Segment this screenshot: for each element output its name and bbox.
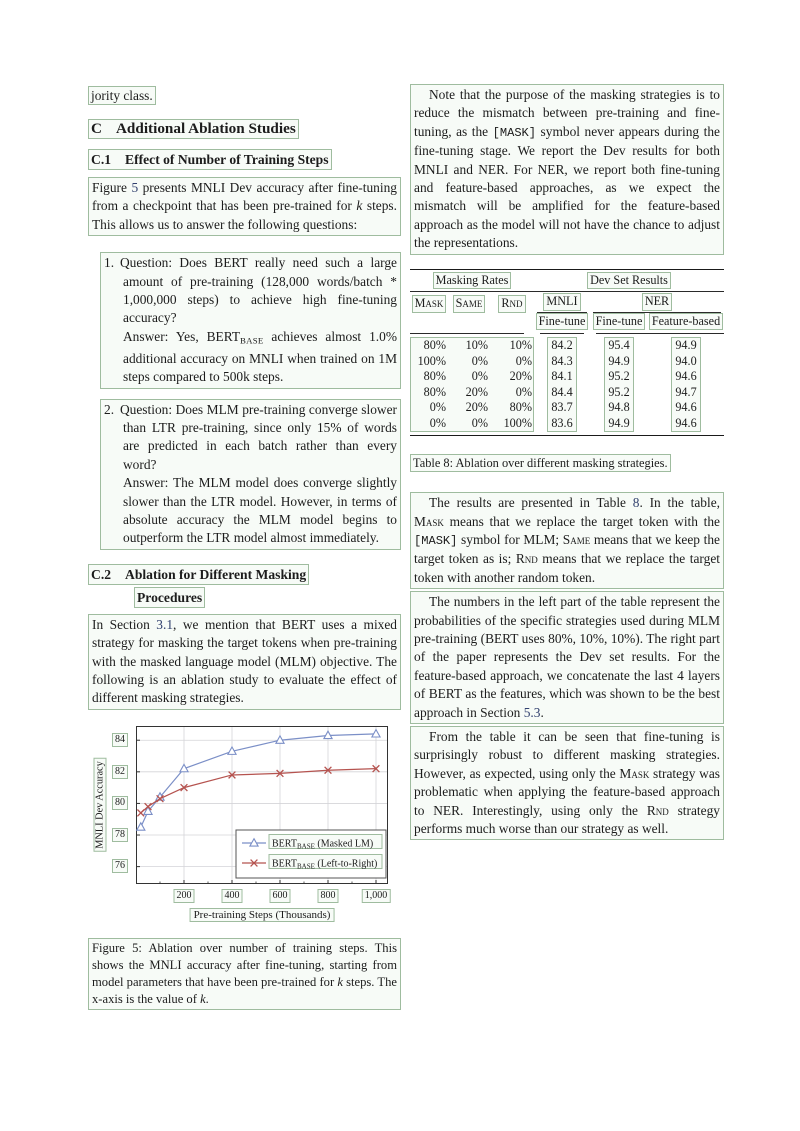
chart-legend-label: $BERT_{BASE}$ (Masked LM) (272, 838, 374, 851)
chart-series-line (141, 734, 376, 827)
list-item-question2 (100, 399, 401, 550)
table8-caption: Table 8: Ablation over different masking strategies. (410, 454, 671, 472)
y-tick-label: 76 (112, 859, 128, 873)
table-cell: 94.8 (608, 400, 630, 415)
list-item-1-text: 1. Question: Does BERT really need such a large amount of pre-training (128,000 words/batch * 1,000,000 steps) to achieve high fine-tuning accuracy? Answer: Yes, BERTBASE achieves almost 1.0% additional accuracy on MNLI when trained on 1M steps compared to 500k steps. (104, 255, 397, 385)
list-item-question1 (100, 252, 401, 388)
section-number: C (91, 120, 102, 137)
subsection-c2-title-line1: Ablation for Different Masking (125, 566, 307, 582)
table-sub-header: Fine-tune (593, 313, 646, 331)
subsection-heading-c1 (88, 149, 401, 170)
table-cell: 0% (515, 353, 532, 368)
table-cell: 84.2 (551, 338, 573, 353)
table-sub-header: Feature-based (649, 313, 723, 331)
table-cell: 0% (515, 384, 532, 399)
x-tick-label: 1,000 (362, 889, 391, 903)
table8-caption-row (410, 454, 724, 472)
subsection-c1-number: C.1 (91, 152, 112, 167)
table-cell: 10% (509, 338, 532, 353)
ref-link[interactable]: 3.1 (156, 616, 174, 632)
ref-link[interactable]: 5.3 (523, 704, 541, 720)
table-results-column (671, 337, 700, 432)
table-cell: 0% (471, 369, 488, 384)
chart-y-axis-label: MNLI Dev Accuracy (94, 758, 107, 852)
table-cell: 20% (465, 384, 488, 399)
table-cell: 94.9 (608, 415, 630, 430)
table-col-header: Mask (412, 295, 447, 313)
paragraph-numbers: The numbers in the left part of the table represent the probabilities of the specific strategies used during MLM pre-training (BERT uses 80%, 10%, 10%). The right part of the paper represents the Dev set results. For the feature-based approach, we concatenate the last 4 layers of BERT as the features, which was shown to be the best approach in Section 5.3. (410, 591, 724, 724)
table-cell: 94.9 (675, 338, 697, 353)
table-cell: 94.0 (675, 353, 697, 368)
list-item-2-marker: 2. (104, 401, 115, 417)
table-cell: 83.6 (551, 415, 573, 430)
chart-x-axis-label: Pre-training Steps (Thousands) (190, 908, 335, 922)
paragraph-c2-intro: In Section 3.1, we mention that BERT uses a mixed strategy for masking the target tokens when pre-training with the masked language model (MLM) objective. The following is an ablation study to evaluate the effect of different masking strategies. (88, 614, 401, 710)
y-tick-label: 84 (112, 733, 128, 747)
paragraph-note: Note that the purpose of the masking strategies is to reduce the mismatch between pre-training and fine-tuning, as the [MASK] symbol never appears during the fine-tuning stage. We report the Dev results for both MNLI and NER. For NER, we report both fine-tuning and feature-based approaches, as we expect the mismatch will be amplified for the feature-based approach as the model will not have the chance to adjust the representations. (410, 84, 724, 255)
table-col-header-mnli: MNLI (543, 293, 580, 311)
left-column (88, 86, 401, 1010)
table-cell: 94.6 (675, 400, 697, 415)
section-title: Additional Ablation Studies (115, 120, 296, 137)
paragraph-results: The results are presented in Table 8. In the table, Mask means that we replace the target token with the [MASK] symbol for MLM; Same means that we keep the target token as is; Rnd means that we replace the target token with another random token. (410, 492, 724, 589)
section-heading-c (88, 119, 401, 139)
table-cell: 84.1 (551, 369, 573, 384)
subsection-c2-line1-box (88, 564, 309, 585)
table-col-header: Rnd (498, 295, 525, 313)
x-tick-label: 200 (174, 889, 195, 903)
ref-link[interactable]: 8 (632, 495, 640, 511)
section-heading-box (88, 119, 299, 139)
subsection-c2-title-line2: Procedures (134, 587, 205, 608)
list-item-2-text: 2. Question: Does MLM pre-training converge slower than LTR pre-training, since only 15% of words are predicted in each batch rather than every word? Answer: The MLM model does converge slightly slower than the LTR model. However, in terms of absolute accuracy the MLM model begins to outperform the LTR model almost immediately. (104, 401, 397, 546)
subsection-c1-title: Effect of Number of Training Steps (125, 152, 329, 167)
table8 (410, 269, 724, 437)
table-cell: 94.6 (675, 369, 697, 384)
table-cell: 94.6 (675, 415, 697, 430)
figure5-chart (92, 722, 398, 928)
table-cell: 84.3 (551, 353, 573, 368)
table-cell: 0% (471, 415, 488, 430)
table-cell: 95.2 (608, 369, 630, 384)
table-cell: 80% (423, 384, 446, 399)
table-results-column (547, 337, 576, 432)
y-tick-label: 78 (112, 828, 128, 842)
y-tick-label: 82 (112, 765, 128, 779)
paragraph-fromtable: From the table it can be seen that fine-tuning is surprisingly robust to different masking strategies. However, as expected, using only the Mask strategy was problematic when applying the feature-based approach to NER. Interestingly, using only the Rnd strategy performs much worse than our strategy as well. (410, 726, 724, 840)
table-cell: 95.2 (608, 384, 630, 399)
table-cell: 80% (423, 369, 446, 384)
table-results-column (604, 337, 633, 432)
table-cell: 0% (429, 400, 446, 415)
table-cell: 80% (509, 400, 532, 415)
y-tick-label: 80 (112, 796, 128, 810)
fragment-line (88, 86, 401, 105)
table-group-header-masking-rates: Masking Rates (433, 272, 512, 290)
table-cell: 95.4 (608, 338, 630, 353)
paragraph-figure5-intro: Figure 5 presents MNLI Dev accuracy after fine-tuning from a checkpoint that has been pre-trained for k steps. This allows us to answer the following questions: (88, 177, 401, 236)
subsection-heading-c2 (88, 564, 401, 608)
x-tick-label: 600 (270, 889, 291, 903)
subsection-c2-number: C.2 (91, 566, 112, 582)
table-cell: 0% (429, 415, 446, 430)
table-cell: 20% (465, 400, 488, 415)
x-tick-label: 800 (318, 889, 339, 903)
table-cell: 0% (471, 353, 488, 368)
subsection-c1-box (88, 149, 332, 170)
table-sub-header: Fine-tune (536, 313, 589, 331)
figure5-caption: Figure 5: Ablation over number of training steps. This shows the MNLI accuracy after fine-tuning, starting from model parameters that have been pre-trained for k steps. The x-axis is the value of k. (88, 938, 401, 1010)
chart-series-line (141, 768, 376, 812)
x-tick-label: 400 (222, 889, 243, 903)
right-column (410, 84, 724, 840)
table-cell: 83.7 (551, 400, 573, 415)
chart-plot-area (136, 726, 388, 884)
table-cell: 84.4 (551, 384, 573, 399)
table-group-header-dev-set-results: Dev Set Results (587, 272, 671, 290)
table-cell: 100% (417, 353, 446, 368)
list-item-1-marker: 1. (104, 255, 115, 271)
table-col-header: Same (453, 295, 486, 313)
chart-legend-label: $BERT_{BASE}$ (Left-to-Right) (272, 858, 378, 871)
table-cell: 20% (509, 369, 532, 384)
table-cell: 94.7 (675, 384, 697, 399)
table-cell: 100% (503, 415, 532, 430)
table-col-header-ner: NER (642, 293, 672, 311)
ref-link[interactable]: 5 (131, 180, 139, 195)
table-cell: 80% (423, 338, 446, 353)
table-cell: 94.9 (608, 353, 630, 368)
table-masking-rates-block (410, 337, 534, 432)
table-cell: 10% (465, 338, 488, 353)
fragment-text: jority class. (88, 86, 156, 105)
